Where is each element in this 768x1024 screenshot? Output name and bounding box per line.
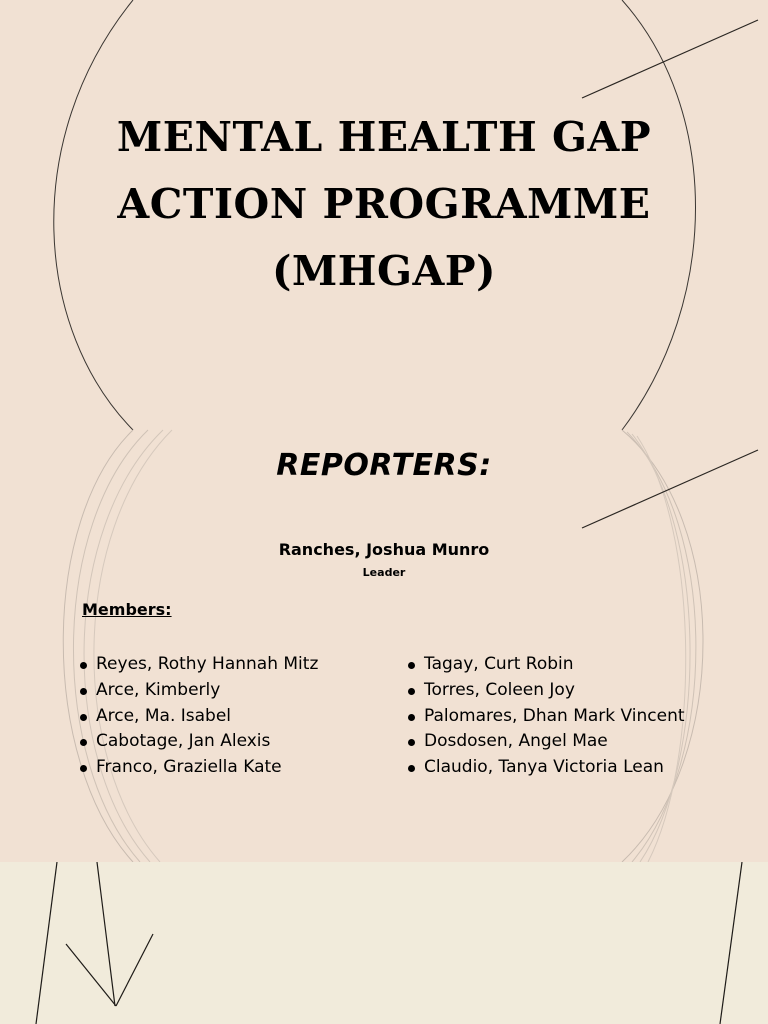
page-title xyxy=(40,104,728,305)
list-item: Claudio, Tanya Victoria Lean xyxy=(406,755,685,781)
list-item: Torres, Coleen Joy xyxy=(406,678,685,704)
reporters-heading: REPORTERS: xyxy=(276,448,492,483)
members-list-left xyxy=(78,652,318,781)
title-line-2: ACTION PROGRAMME xyxy=(117,180,651,228)
leader-name: Ranches, Joshua Munro xyxy=(278,540,490,559)
list-item: Tagay, Curt Robin xyxy=(406,652,685,678)
list-item: Dosdosen, Angel Mae xyxy=(406,729,685,755)
list-item: Cabotage, Jan Alexis xyxy=(78,729,318,755)
list-item: Palomares, Dhan Mark Vincent xyxy=(406,704,685,730)
list-item: Franco, Graziella Kate xyxy=(78,755,318,781)
members-label: Members: xyxy=(82,600,172,619)
title-line-1: MENTAL HEALTH GAP xyxy=(116,113,652,161)
members-list-right xyxy=(406,652,685,781)
list-item: Arce, Kimberly xyxy=(78,678,318,704)
title-line-3: (MHGAP) xyxy=(271,247,497,295)
list-item: Arce, Ma. Isabel xyxy=(78,704,318,730)
list-item: Reyes, Rothy Hannah Mitz xyxy=(78,652,318,678)
leader-role: Leader xyxy=(362,566,406,579)
next-page-decorative-lines xyxy=(0,862,768,1024)
